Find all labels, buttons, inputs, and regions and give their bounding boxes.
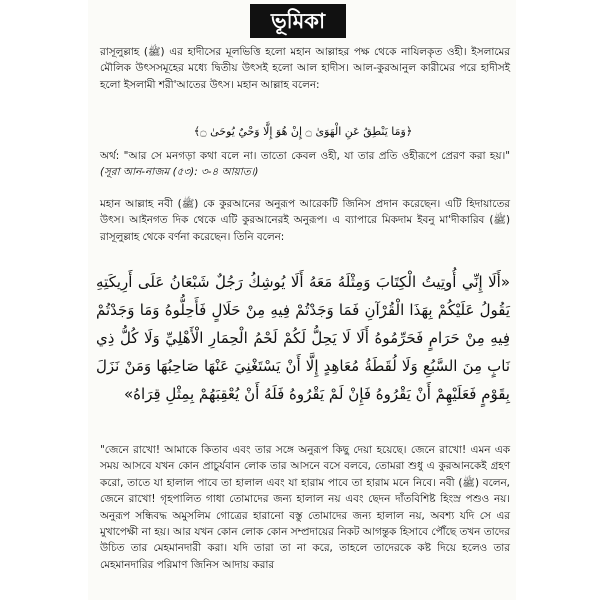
book-page xyxy=(88,0,516,600)
hadith-arabic-text: «أَلَا إِنِّي أُوتِيتُ الْكِتَابَ وَمِثْلَهُ مَعَهُ أَلَا يُوشِكُ رَجُلٌ شَبْعَانُ عَلَى أَرِيكَتِهِ يَقُولُ عَلَيْكُمْ بِهَذَا الْقُرْآنِ فَمَا وَجَدْتُمْ فِيهِ مِنْ حَلَالٍ فَأَحِلُّوهُ وَمَا وَجَدْتُمْ فِيهِ مِنْ حَرَامٍ فَحَرِّمُوهُ أَلَا لَا يَحِلُّ لَكُمْ لَحْمُ الْحِمَارِ الْأَهْلِيِّ وَلَا كُلُّ ذِي نَابٍ مِنَ السَّبُعِ وَلَا لُقَطَةُ مُعَاهِدٍ إِلَّا أَنْ يَسْتَغْنِيَ عَنْهَا صَاحِبُهَا وَمَنْ نَزَلَ بِقَوْمٍ فَعَلَيْهِمْ أَنْ يَقْرُوهُ فَإِنْ لَمْ يَقْرُوهُ فَلَهُ أَنْ يُعْقِبَهُمْ بِمِثْلِ قِرَاهُ» xyxy=(96,273,510,403)
quran-verse-arabic: ﴿وَمَا يَنْطِقُ عَنِ الْهَوَىٰ ۝ إِنْ هُوَ إِلَّا وَحْيٌ يُوحَىٰ ۝﴾ xyxy=(193,125,413,138)
second-paragraph: মহান আল্লাহ নবী (ﷺ) কে কুরআনের অনুরূপ আরেকটি জিনিস প্রদান করেছেন। এটি হিদায়াতের উৎস। আইনগত দিক থেকে এটি কুরআনেরই অনুরূপ। এ ব্যাপারে মিকদাম ইবনু মা'দীকারিব (ﷺ) রাসূলুল্লাহ থেকে বর্ণনা করেছেন। তিনি বলেন: xyxy=(100,198,510,243)
verse-translation: অর্থ: "আর সে মনগড়া কথা বলে না। তাতো কেবল ওহী, যা তার প্রতি ওহীরূপে প্রেরণ করা হয়।" xyxy=(100,150,510,162)
page-title: ভূমিকা xyxy=(250,4,346,38)
intro-paragraph: রাসূলুল্লাহ (ﷺ) এর হাদীসের মূলভিত্তি হলো মহান আল্লাহর পক্ষ থেকে নাযিলকৃত ওহী। ইসলামের মৌলিক উৎসসমূহের মধ্যে দ্বিতীয় উৎসই হলো আল হাদীস। আল-কুরআনুল কারীমের পরে হাদীসই হলো ইসলামী শরী'আতের উৎস। মহান আল্লাহ বলেন: xyxy=(100,46,510,91)
hadith-translation: "জেনে রাখো! আমাকে কিতাব এবং তার সঙ্গে অনুরূপ কিছু দেয়া হয়েছে। জেনে রাখো! এমন এক সময় আসবে যখন কোন প্রাচুর্যবান লোক তার আসনে বসে বলবে, তোমরা শুধু এ কুরআনকেই গ্রহণ করো, তাতে যা হালাল পাবে তা হালাল এবং যা হারাম পাবে তা হারাম মনে নিবে। নবী (ﷺ) বলেন, জেনে রাখো! গৃহপালিত গাধা তোমাদের জন্য হালাল নয় এবং ছেদন দাঁতবিশিষ্ট হিংস্র পশুও নয়। অনুরূপ সন্ধিবদ্ধ অমুসলিম গোত্রের হারানো বস্তু তোমাদের জন্য হালাল নয়, অবশ্য যদি সে এর মুখাপেক্ষী না হয়। আর যখন কোন লোক কোন সম্প্রদায়ের নিকট আগন্তুক হিসাবে পৌঁছে তখন তাদের উচিত তার মেহমানদারী করা। যদি তারা তা না করে, তাহলে তাদেরকে কষ্ট দিয়ে হলেও তার মেহমানদারির পরিমাণ জিনিস আদায় করার xyxy=(100,444,510,571)
verse-reference: (সূরা আন-নাজম (৫৩): ৩-৪ আয়াত।) xyxy=(100,166,259,179)
verse-translation-block xyxy=(100,148,510,181)
